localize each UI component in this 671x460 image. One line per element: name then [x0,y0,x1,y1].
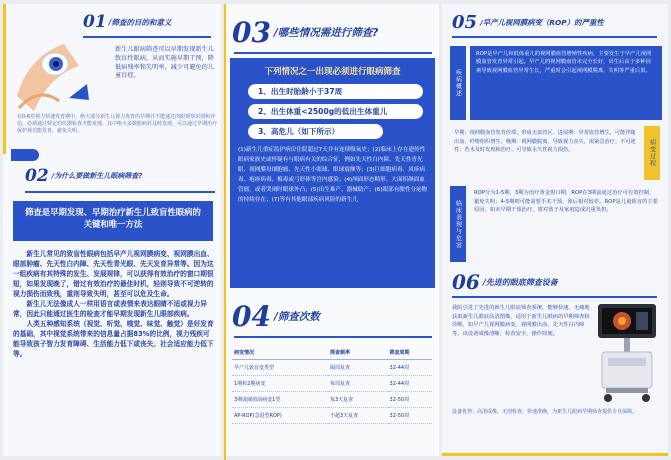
section-02-header [25,166,142,186]
section-number: 04 [232,300,271,333]
panel-middle [224,4,439,456]
s3-content-box [230,58,435,288]
table-cell: 早产儿致盲变类型 [232,360,328,376]
section-number: 05 [452,12,478,33]
table-cell: 每周复查 [328,376,388,392]
s1-sub: 在0-6岁视力快速发育期中，绝大部分新生儿视力发育的早期并不能通过肉眼观察识别和评估，必须通过特定的仪器检查才能发现，其中绝大多数眼病若及时发现，可以通过早期治疗保护视功能发育，避免失明。 [17,114,218,135]
table-cell: 1期和2期病变 [232,376,328,392]
panel-left [3,4,221,456]
table-cell: 32-50周 [388,392,432,408]
section-number: 02 [25,166,49,186]
clinical-text: ROP分为1-5期，3期为治疗黄金窗口期，ROP在3期前通过治疗可有效控制，避免失明；4-5期则可能需要手术干预，预后相对较差。ROP是儿童致盲的主要原因，如未早期干预治疗，将对孩子及家庭造成沉重负担。 [474,190,658,214]
table-row [232,392,432,408]
section-title: /先进的眼底筛查设备 [482,277,558,287]
overview-box [470,46,662,120]
tag-clinical [450,186,466,262]
column-header: 筛查周期 [388,346,432,360]
criteria-label: 2、出生体重<2500g的低出生体重儿 [258,107,388,116]
underline [234,336,432,338]
table-row [232,408,432,424]
table-row [232,360,432,376]
tag-label: 病变过程 [648,139,656,167]
tag-process [644,126,660,180]
bottom-accent [442,453,668,456]
section-01-header [83,12,171,32]
section-number: 01 [83,12,107,32]
tag-label: 疾病概述 [454,69,462,97]
section-title: /哪些情况需进行筛查? [273,27,379,39]
tag-overview [450,46,466,120]
section-number: 03 [232,16,271,49]
section-number: 06 [452,270,480,294]
table-row [232,376,432,392]
risk-list: (1)新生儿重症监护病房住院超过7天并有连续吸氧史；(2)临床上存在遗传性眼病家族史或怀疑有与眼病有关的综合征，例如先天性白内障、先天性青光眼、视网膜母细胞瘤、先天性小眼球、眼球震颤等；(3)巨细胞病毒、风疹病毒、疱疹病毒、梅毒或弓形体等宫内感染；(4)颅面形态畸形、大面积颜面血管瘤，或者哭闹时眼球外凸；(5)出生难产、器械助产；(6)眼部有脓性分泌物的持续存在；(7)等有其他眼部疾病风险的新生儿 [238,147,428,203]
table-header-row [232,346,432,360]
table-cell: 32-50周 [388,408,432,424]
table-cell: 隔周复查 [328,360,388,376]
paragraph: 新生儿常见的致盲性眼病包括早产儿视网膜病变、视网膜出血、眼部肿瘤、先天性白内障、先天性青光眼、先天发育异常等。因为这一组疾病有其特殊的发生、发展规律，可以获得有效治疗的窗口期很短，如果发现晚了，错过有效治疗的最佳时机，轻则导致不可逆转的视力损伤而致残，重则导致失明，甚至可以危及生命。 [13,250,214,299]
table-cell: 32-44周 [388,360,432,376]
table-cell: 不超3天复查 [328,408,388,424]
section-05-header [452,12,604,33]
table-cell: AP-ROP(急进型ROP) [232,408,328,424]
s3-lead: 下列情况之一出现必须进行眼病筛查 [264,67,401,77]
paragraph: 新生儿无法像成人一样用语言或表情来表达眼睛不适或视力异常，因此只能通过医生的检查才能早期发现新生儿眼部疾病。 [13,300,207,319]
s1-intro: 新生儿眼病筛查可以早期发现新生儿致盲性眼病，从而实施早期干预，降低病残率和失明率，减少可避免的儿童盲症。 [115,46,214,80]
underline [452,36,657,38]
table-cell: 3期或阈值前病变1型 [232,392,328,408]
accent-bar [3,4,6,154]
criteria-label: 3、高危儿（如下所示） [258,127,340,136]
accent-bar [224,4,226,460]
section-04-header [232,300,320,333]
criteria-label: 1、出生时胎龄小于37周 [258,87,343,96]
panel-right [442,4,668,456]
section-title: /早产儿视网膜病变（ROP）的严重性 [480,18,604,27]
s2-para-1 [13,249,215,360]
section-03-header [232,16,378,49]
eye-illustration [9,26,91,116]
banner-text: 筛查是早期发现、早期治疗新生儿致盲性眼病的关键和唯一方法 [25,207,201,230]
overview-text: ROP是早产儿和低体重儿的视网膜血管增殖性疾病，主要发生于早产儿视网膜血管发育异常引起。早产儿的视网膜血管未完全长好，出生后由于多种因素导致视网膜血管异常生长，严重时会引起视网膜脱离、失明等严重后果。 [476,51,652,74]
screening-frequency-table [232,346,432,424]
screening-device-image [592,296,664,406]
underline [83,36,211,38]
process-text: 早期：视网膜血管发育停滞，形成无血管区。进展期：异常血管增生，可能伴随出血、纤维组织增生。晚期：视网膜脱离，导致视力丧失，需紧急治疗。不可逆性：若未及时发现和治疗，可导致永久性视力损伤。 [454,130,636,154]
underline [234,52,432,54]
criteria-2 [248,104,423,119]
section-title: /筛查次数 [273,311,320,323]
section-06-header [452,270,558,294]
underline [25,191,215,193]
criteria-3 [248,124,383,139]
table-cell: 每3天复查 [328,392,388,408]
table-cell: 32-44周 [388,376,432,392]
column-header: 筛查频率 [328,346,388,360]
process-box [450,126,640,180]
clinical-box [470,186,662,262]
tag-label: 临床表现与危害 [454,199,462,249]
criteria-1 [248,84,423,99]
section-title: /为什么要做新生儿眼病筛查? [51,172,143,180]
paragraph: 人类五种感知系统（视觉、听觉、嗅觉、味觉、触觉）是好发育的基础，其中视觉系统带来的信息量占据83%的比例，视力残疾可能导致孩子智力发育障碍、生活能力低下或丧失、社会适应能力低下等。 [13,320,214,359]
s6-sub: 设备优势：高清成像、无创检查、快速准确，为新生儿眼病早期筛查提供专业保障。 [452,409,638,415]
s6-text: 我院引进了先进的新生儿眼底筛查系统，能够快速、无痛地获取新生儿眼底高清图像，适用于新生儿眼病的早期筛查和诊断，如早产儿视网膜病变、视网膜出血、先天性白内障等。该设备成像清晰、检查安全、操作简便。 [452,305,590,338]
s2-banner [13,201,213,241]
section-title: /筛查的目的和意义 [108,17,172,27]
decor-shape [11,149,39,161]
column-header: 病变情况 [232,346,328,360]
